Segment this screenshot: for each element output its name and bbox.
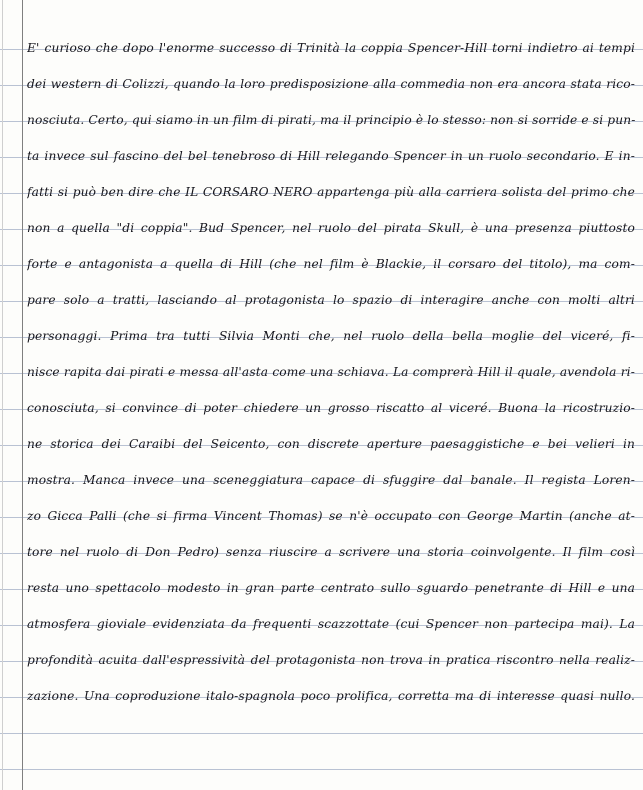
text-line: atmosfera gioviale evidenziata da frequenti scazzottate (cui Spencer non partecipa mai). La	[27, 617, 635, 631]
text-line: profondità acuita dall'espressività del protagonista non trova in pratica riscontro nella realiz-	[27, 653, 635, 667]
text-line: forte e antagonista a quella di Hill (che nel film è Blackie, il corsaro del titolo), ma com-	[27, 257, 635, 271]
text-line: ta invece sul fascino del bel tenebroso di Hill relegando Spencer in un ruolo secondario. E in-	[27, 149, 635, 163]
text-line: fatti si può ben dire che IL CORSARO NERO appartenga più alla carriera solista del primo che	[27, 185, 635, 199]
text-line: dei western di Colizzi, quando la loro predisposizione alla commedia non era ancora stata rico-	[27, 77, 635, 91]
text-line: pare solo a tratti, lasciando al protagonista lo spazio di interagire anche con molti altri	[27, 293, 635, 307]
text-line: tore nel ruolo di Don Pedro) senza riuscire a scrivere una storia coinvolgente. Il film così	[27, 545, 635, 559]
text-line: zo Gicca Palli (che si firma Vincent Thomas) se n'è occupato con George Martin (anche at-	[27, 509, 635, 523]
handwritten-review	[27, 37, 635, 721]
page-edge-line	[2, 0, 3, 790]
text-line: conosciuta, si convince di poter chiedere un grosso riscatto al viceré. Buona la ricostruzio-	[27, 401, 635, 415]
text-line: zazione. Una coproduzione italo-spagnola poco prolifica, corretta ma di interesse quasi nullo.	[27, 689, 635, 703]
text-line: E' curioso che dopo l'enorme successo di Trinità la coppia Spencer-Hill torni indietro ai tempi	[27, 41, 635, 55]
text-line: nisce rapita dai pirati e messa all'asta come una schiava. La comprerà Hill il quale, avendola ri-	[27, 365, 635, 379]
margin-line	[22, 0, 23, 790]
text-line: personaggi. Prima tra tutti Silvia Monti che, nel ruolo della bella moglie del viceré, fi-	[27, 329, 635, 343]
text-line: ne storica dei Caraibi del Seicento, con discrete aperture paesaggistiche e bei velieri in	[27, 437, 635, 451]
text-line: resta uno spettacolo modesto in gran parte centrato sullo sguardo penetrante di Hill e una	[27, 581, 635, 595]
text-line: mostra. Manca invece una sceneggiatura capace di sfuggire dal banale. Il regista Loren-	[27, 473, 635, 487]
text-line: nosciuta. Certo, qui siamo in un film di pirati, ma il principio è lo stesso: non si sorride e si pun-	[27, 113, 635, 127]
text-line: non a quella "di coppia". Bud Spencer, nel ruolo del pirata Skull, è una presenza piuttosto	[27, 221, 635, 235]
